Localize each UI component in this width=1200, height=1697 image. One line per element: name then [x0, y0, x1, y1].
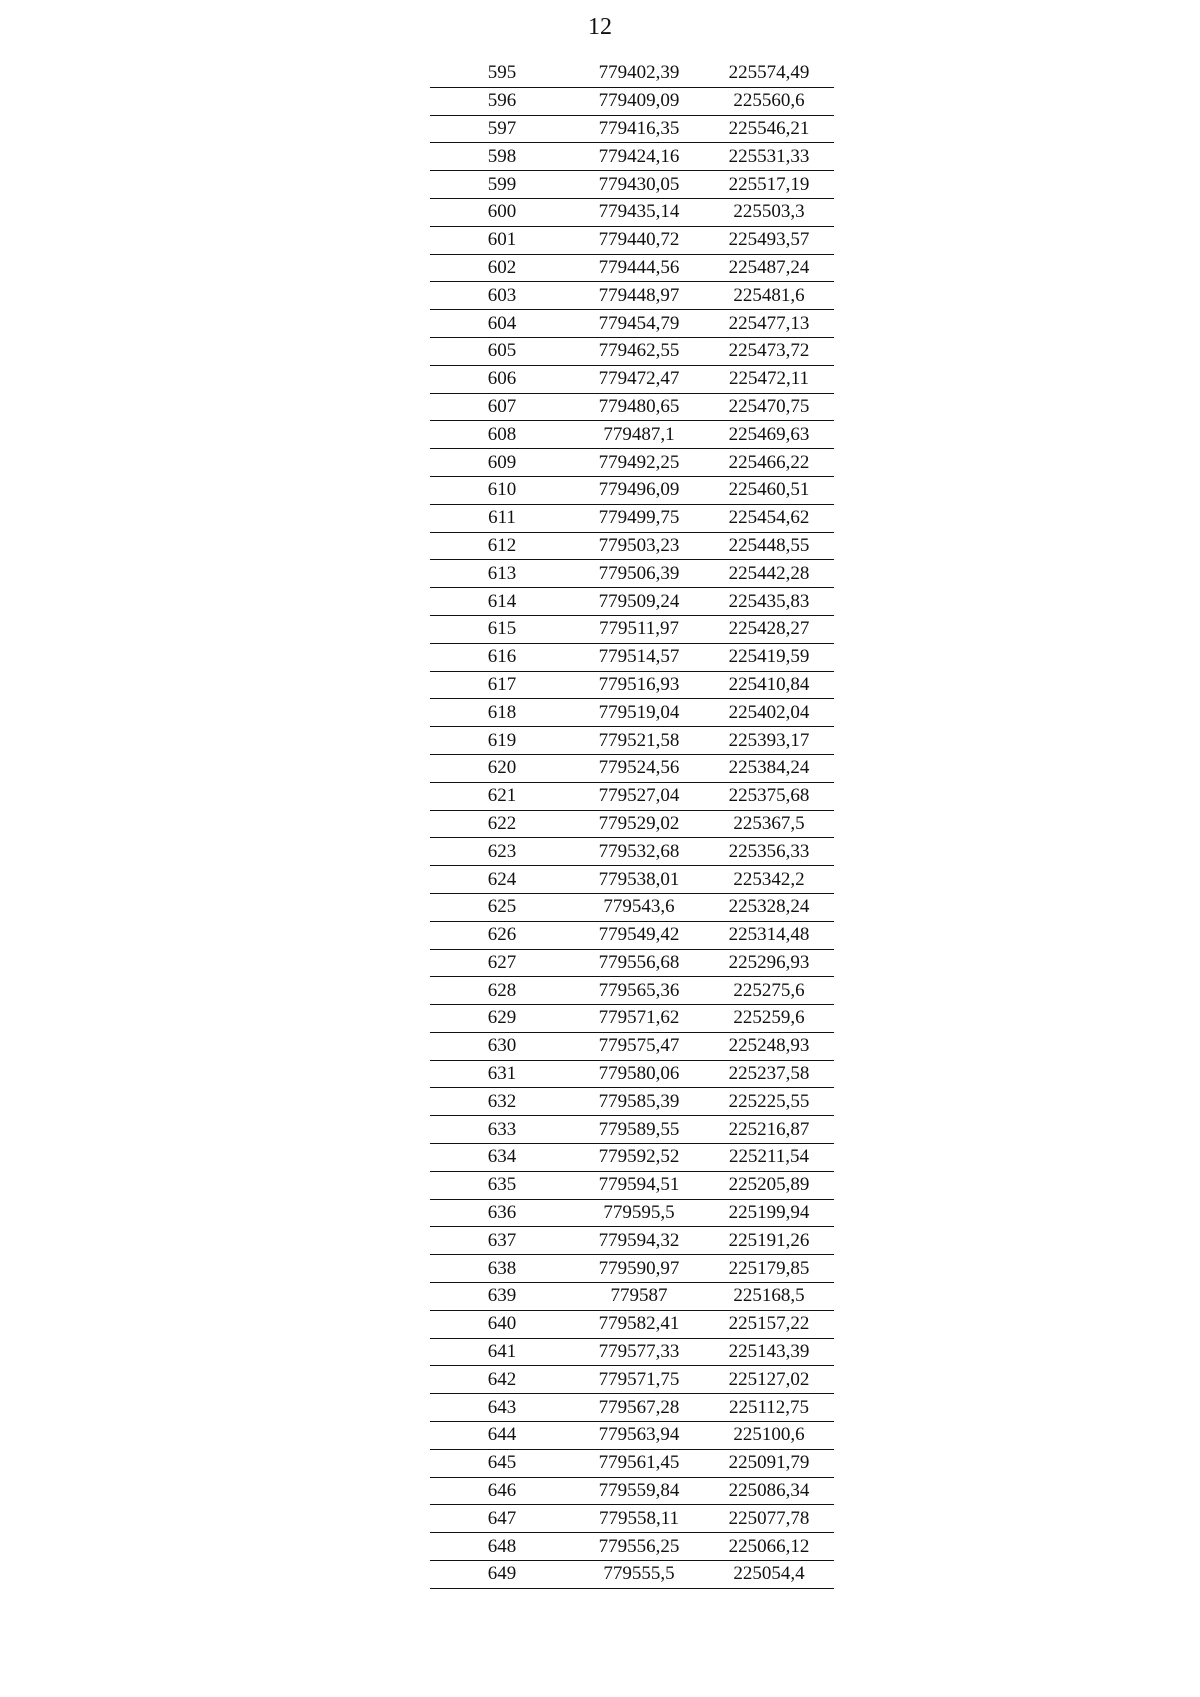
- table-row: [430, 1533, 834, 1561]
- coord-x-cell: 779594,51: [574, 1171, 704, 1199]
- table-row: [430, 866, 834, 894]
- point-number-cell: 601: [430, 226, 574, 254]
- coord-y-cell: 225328,24: [704, 893, 834, 921]
- point-number-cell: 633: [430, 1116, 574, 1144]
- coord-y-cell: 225410,84: [704, 671, 834, 699]
- coord-y-cell: 225473,72: [704, 337, 834, 365]
- coord-y-cell: 225448,55: [704, 532, 834, 560]
- table-row: [430, 560, 834, 588]
- coord-x-cell: 779499,75: [574, 504, 704, 532]
- table-row: [430, 532, 834, 560]
- coord-x-cell: 779472,47: [574, 365, 704, 393]
- coord-y-cell: 225469,63: [704, 421, 834, 449]
- point-number-cell: 599: [430, 171, 574, 199]
- coord-y-cell: 225342,2: [704, 866, 834, 894]
- coord-x-cell: 779587: [574, 1283, 704, 1311]
- coord-x-cell: 779487,1: [574, 421, 704, 449]
- table-row: [430, 1505, 834, 1533]
- coord-x-cell: 779527,04: [574, 782, 704, 810]
- coord-x-cell: 779454,79: [574, 310, 704, 338]
- coord-x-cell: 779549,42: [574, 921, 704, 949]
- coord-y-cell: 225470,75: [704, 393, 834, 421]
- point-number-cell: 626: [430, 921, 574, 949]
- table-row: [430, 754, 834, 782]
- coord-x-cell: 779511,97: [574, 615, 704, 643]
- coord-x-cell: 779559,84: [574, 1477, 704, 1505]
- coord-x-cell: 779516,93: [574, 671, 704, 699]
- coord-y-cell: 225435,83: [704, 588, 834, 616]
- table-row: [430, 1171, 834, 1199]
- table-row: [430, 1255, 834, 1283]
- coord-y-cell: 225546,21: [704, 115, 834, 143]
- coord-y-cell: 225517,19: [704, 171, 834, 199]
- point-number-cell: 598: [430, 143, 574, 171]
- table-row: [430, 1227, 834, 1255]
- table-row: [430, 1199, 834, 1227]
- coord-y-cell: 225367,5: [704, 810, 834, 838]
- table-row: [430, 643, 834, 671]
- coord-x-cell: 779430,05: [574, 171, 704, 199]
- table-row: [430, 588, 834, 616]
- coord-y-cell: 225375,68: [704, 782, 834, 810]
- coord-x-cell: 779571,75: [574, 1366, 704, 1394]
- table-row: [430, 921, 834, 949]
- table-row: [430, 1449, 834, 1477]
- coord-y-cell: 225472,11: [704, 365, 834, 393]
- coord-x-cell: 779509,24: [574, 588, 704, 616]
- point-number-cell: 635: [430, 1171, 574, 1199]
- coord-x-cell: 779585,39: [574, 1088, 704, 1116]
- coord-y-cell: 225574,49: [704, 60, 834, 87]
- point-number-cell: 630: [430, 1032, 574, 1060]
- coord-y-cell: 225428,27: [704, 615, 834, 643]
- coord-y-cell: 225442,28: [704, 560, 834, 588]
- coordinates-table-body: [430, 60, 834, 1588]
- coord-y-cell: 225393,17: [704, 727, 834, 755]
- point-number-cell: 621: [430, 782, 574, 810]
- coord-y-cell: 225237,58: [704, 1060, 834, 1088]
- coord-x-cell: 779480,65: [574, 393, 704, 421]
- point-number-cell: 629: [430, 1005, 574, 1033]
- table-row: [430, 1422, 834, 1450]
- coord-y-cell: 225157,22: [704, 1310, 834, 1338]
- point-number-cell: 648: [430, 1533, 574, 1561]
- coord-y-cell: 225419,59: [704, 643, 834, 671]
- point-number-cell: 620: [430, 754, 574, 782]
- table-row: [430, 727, 834, 755]
- coord-y-cell: 225503,3: [704, 198, 834, 226]
- point-number-cell: 611: [430, 504, 574, 532]
- coord-x-cell: 779462,55: [574, 337, 704, 365]
- coord-y-cell: 225100,6: [704, 1422, 834, 1450]
- point-number-cell: 603: [430, 282, 574, 310]
- coord-y-cell: 225199,94: [704, 1199, 834, 1227]
- table-row: [430, 476, 834, 504]
- coord-x-cell: 779440,72: [574, 226, 704, 254]
- page-number: 12: [588, 14, 612, 40]
- coord-y-cell: 225460,51: [704, 476, 834, 504]
- table-row: [430, 1394, 834, 1422]
- point-number-cell: 607: [430, 393, 574, 421]
- coord-y-cell: 225487,24: [704, 254, 834, 282]
- point-number-cell: 612: [430, 532, 574, 560]
- point-number-cell: 641: [430, 1338, 574, 1366]
- point-number-cell: 618: [430, 699, 574, 727]
- table-row: [430, 699, 834, 727]
- coord-x-cell: 779409,09: [574, 87, 704, 115]
- point-number-cell: 628: [430, 977, 574, 1005]
- table-row: [430, 421, 834, 449]
- table-row: [430, 1060, 834, 1088]
- point-number-cell: 614: [430, 588, 574, 616]
- point-number-cell: 645: [430, 1449, 574, 1477]
- coord-x-cell: 779503,23: [574, 532, 704, 560]
- coord-y-cell: 225191,26: [704, 1227, 834, 1255]
- coord-y-cell: 225477,13: [704, 310, 834, 338]
- table-row: [430, 1144, 834, 1172]
- table-row: [430, 143, 834, 171]
- coord-y-cell: 225314,48: [704, 921, 834, 949]
- coord-x-cell: 779575,47: [574, 1032, 704, 1060]
- point-number-cell: 640: [430, 1310, 574, 1338]
- coord-x-cell: 779582,41: [574, 1310, 704, 1338]
- coord-x-cell: 779514,57: [574, 643, 704, 671]
- coord-x-cell: 779556,68: [574, 949, 704, 977]
- point-number-cell: 604: [430, 310, 574, 338]
- table-row: [430, 1366, 834, 1394]
- coord-y-cell: 225248,93: [704, 1032, 834, 1060]
- coord-y-cell: 225384,24: [704, 754, 834, 782]
- table-row: [430, 504, 834, 532]
- point-number-cell: 643: [430, 1394, 574, 1422]
- coord-y-cell: 225466,22: [704, 449, 834, 477]
- coord-y-cell: 225481,6: [704, 282, 834, 310]
- table-row: [430, 1561, 834, 1589]
- coord-y-cell: 225454,62: [704, 504, 834, 532]
- coord-x-cell: 779594,32: [574, 1227, 704, 1255]
- coordinates-table: [430, 60, 834, 1589]
- table-row: [430, 1032, 834, 1060]
- coord-x-cell: 779538,01: [574, 866, 704, 894]
- coord-x-cell: 779565,36: [574, 977, 704, 1005]
- point-number-cell: 609: [430, 449, 574, 477]
- point-number-cell: 606: [430, 365, 574, 393]
- table-row: [430, 60, 834, 87]
- table-row: [430, 893, 834, 921]
- point-number-cell: 637: [430, 1227, 574, 1255]
- table-row: [430, 254, 834, 282]
- coord-x-cell: 779543,6: [574, 893, 704, 921]
- point-number-cell: 596: [430, 87, 574, 115]
- point-number-cell: 615: [430, 615, 574, 643]
- coord-y-cell: 225112,75: [704, 1394, 834, 1422]
- table-row: [430, 1477, 834, 1505]
- coord-y-cell: 225091,79: [704, 1449, 834, 1477]
- table-row: [430, 449, 834, 477]
- table-row: [430, 198, 834, 226]
- table-row: [430, 977, 834, 1005]
- point-number-cell: 600: [430, 198, 574, 226]
- coord-y-cell: 225127,02: [704, 1366, 834, 1394]
- coord-x-cell: 779592,52: [574, 1144, 704, 1172]
- coord-x-cell: 779524,56: [574, 754, 704, 782]
- coord-y-cell: 225168,5: [704, 1283, 834, 1311]
- table-row: [430, 171, 834, 199]
- table-row: [430, 782, 834, 810]
- coord-y-cell: 225259,6: [704, 1005, 834, 1033]
- table-row: [430, 1310, 834, 1338]
- coord-x-cell: 779506,39: [574, 560, 704, 588]
- point-number-cell: 649: [430, 1561, 574, 1589]
- point-number-cell: 602: [430, 254, 574, 282]
- coord-x-cell: 779571,62: [574, 1005, 704, 1033]
- point-number-cell: 610: [430, 476, 574, 504]
- coord-x-cell: 779561,45: [574, 1449, 704, 1477]
- coord-y-cell: 225216,87: [704, 1116, 834, 1144]
- point-number-cell: 627: [430, 949, 574, 977]
- coord-y-cell: 225086,34: [704, 1477, 834, 1505]
- table-row: [430, 365, 834, 393]
- coord-x-cell: 779577,33: [574, 1338, 704, 1366]
- coord-y-cell: 225531,33: [704, 143, 834, 171]
- point-number-cell: 613: [430, 560, 574, 588]
- table-row: [430, 393, 834, 421]
- table-row: [430, 1338, 834, 1366]
- coord-x-cell: 779567,28: [574, 1394, 704, 1422]
- point-number-cell: 595: [430, 60, 574, 87]
- coord-x-cell: 779448,97: [574, 282, 704, 310]
- coord-x-cell: 779590,97: [574, 1255, 704, 1283]
- coord-x-cell: 779402,39: [574, 60, 704, 87]
- point-number-cell: 646: [430, 1477, 574, 1505]
- point-number-cell: 631: [430, 1060, 574, 1088]
- point-number-cell: 639: [430, 1283, 574, 1311]
- point-number-cell: 623: [430, 838, 574, 866]
- coord-x-cell: 779435,14: [574, 198, 704, 226]
- point-number-cell: 616: [430, 643, 574, 671]
- table-row: [430, 615, 834, 643]
- coord-y-cell: 225066,12: [704, 1533, 834, 1561]
- point-number-cell: 632: [430, 1088, 574, 1116]
- coord-x-cell: 779496,09: [574, 476, 704, 504]
- coord-y-cell: 225493,57: [704, 226, 834, 254]
- table-row: [430, 226, 834, 254]
- point-number-cell: 624: [430, 866, 574, 894]
- coord-x-cell: 779580,06: [574, 1060, 704, 1088]
- coord-x-cell: 779558,11: [574, 1505, 704, 1533]
- table-row: [430, 282, 834, 310]
- point-number-cell: 625: [430, 893, 574, 921]
- coord-y-cell: 225296,93: [704, 949, 834, 977]
- table-row: [430, 1116, 834, 1144]
- table-row: [430, 1283, 834, 1311]
- coord-x-cell: 779416,35: [574, 115, 704, 143]
- coord-x-cell: 779521,58: [574, 727, 704, 755]
- coord-x-cell: 779492,25: [574, 449, 704, 477]
- point-number-cell: 647: [430, 1505, 574, 1533]
- table-row: [430, 310, 834, 338]
- coord-x-cell: 779595,5: [574, 1199, 704, 1227]
- coord-y-cell: 225179,85: [704, 1255, 834, 1283]
- table-row: [430, 87, 834, 115]
- point-number-cell: 644: [430, 1422, 574, 1450]
- coord-y-cell: 225225,55: [704, 1088, 834, 1116]
- point-number-cell: 608: [430, 421, 574, 449]
- coord-x-cell: 779563,94: [574, 1422, 704, 1450]
- table-row: [430, 115, 834, 143]
- table-row: [430, 671, 834, 699]
- coord-x-cell: 779529,02: [574, 810, 704, 838]
- coord-y-cell: 225356,33: [704, 838, 834, 866]
- point-number-cell: 642: [430, 1366, 574, 1394]
- point-number-cell: 636: [430, 1199, 574, 1227]
- coord-x-cell: 779424,16: [574, 143, 704, 171]
- point-number-cell: 638: [430, 1255, 574, 1283]
- coord-x-cell: 779444,56: [574, 254, 704, 282]
- coord-x-cell: 779589,55: [574, 1116, 704, 1144]
- coord-x-cell: 779555,5: [574, 1561, 704, 1589]
- point-number-cell: 634: [430, 1144, 574, 1172]
- coord-y-cell: 225402,04: [704, 699, 834, 727]
- table-row: [430, 1088, 834, 1116]
- point-number-cell: 617: [430, 671, 574, 699]
- point-number-cell: 605: [430, 337, 574, 365]
- table-row: [430, 838, 834, 866]
- coord-x-cell: 779532,68: [574, 838, 704, 866]
- coord-x-cell: 779519,04: [574, 699, 704, 727]
- table-row: [430, 810, 834, 838]
- point-number-cell: 619: [430, 727, 574, 755]
- coord-y-cell: 225211,54: [704, 1144, 834, 1172]
- coord-y-cell: 225275,6: [704, 977, 834, 1005]
- coord-y-cell: 225560,6: [704, 87, 834, 115]
- point-number-cell: 597: [430, 115, 574, 143]
- table-row: [430, 949, 834, 977]
- point-number-cell: 622: [430, 810, 574, 838]
- coord-y-cell: 225143,39: [704, 1338, 834, 1366]
- coord-x-cell: 779556,25: [574, 1533, 704, 1561]
- coord-y-cell: 225205,89: [704, 1171, 834, 1199]
- table-row: [430, 337, 834, 365]
- coord-y-cell: 225054,4: [704, 1561, 834, 1589]
- coord-y-cell: 225077,78: [704, 1505, 834, 1533]
- table-row: [430, 1005, 834, 1033]
